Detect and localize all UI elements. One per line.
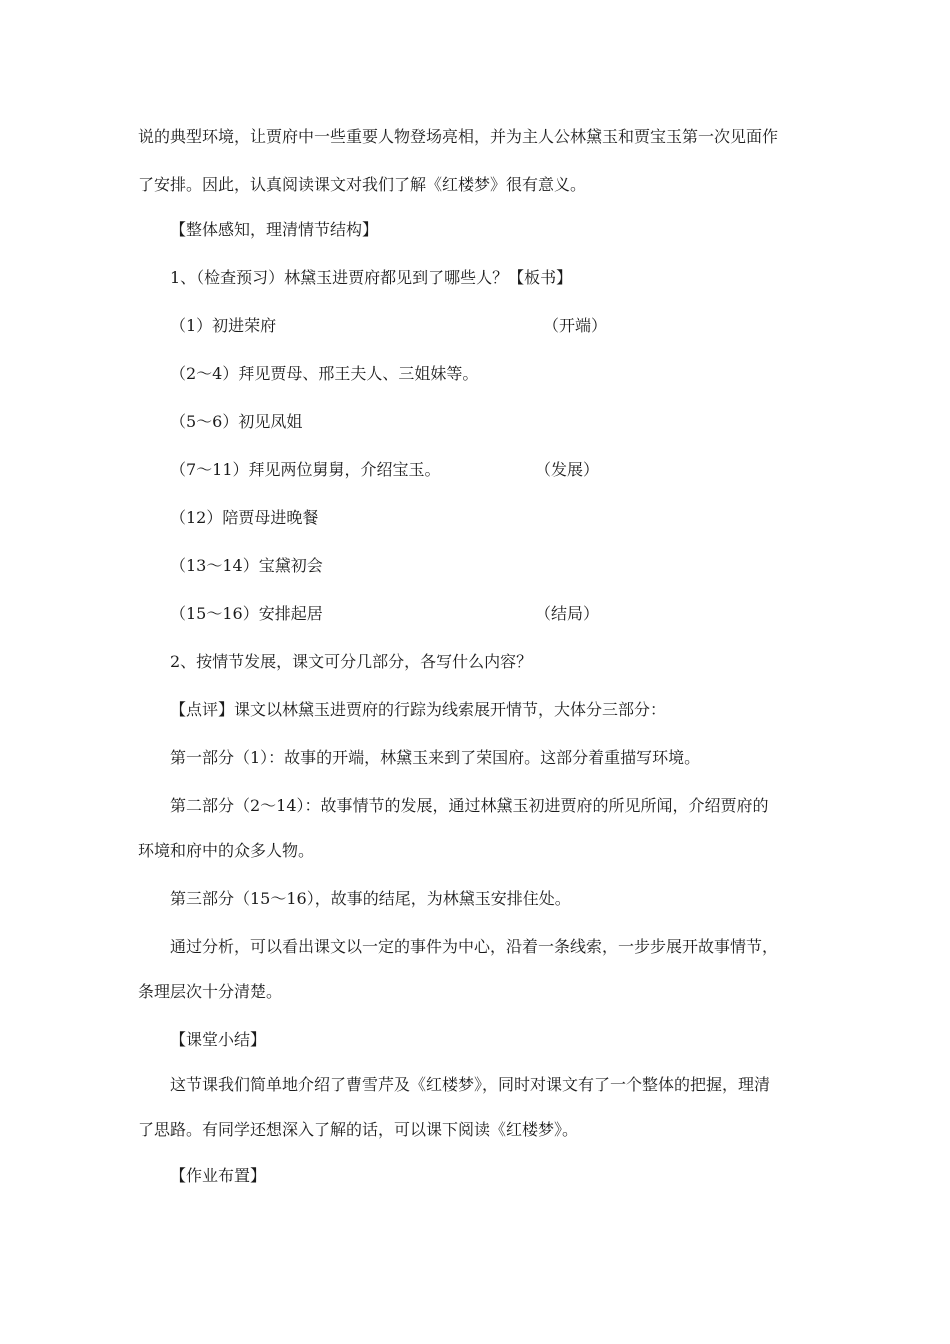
outline-stage-label: （结局） xyxy=(535,604,600,623)
outline-item: （5～6）初见凤姐 xyxy=(170,412,303,431)
paragraph-line: 第三部分（15～16），故事的结尾，为林黛玉安排住处。 xyxy=(170,889,571,908)
outline-item: （1）初进荣府 xyxy=(170,316,277,335)
section-heading: 【作业布置】 xyxy=(170,1166,267,1185)
paragraph-line: 第二部分（2～14）：故事情节的发展，通过林黛玉初进贾府的所见所闻，介绍贾府的 xyxy=(170,796,769,815)
outline-item: （13～14）宝黛初会 xyxy=(170,556,323,575)
question-line: 2、按情节发展，课文可分几部分，各写什么内容？ xyxy=(170,652,533,671)
paragraph-line: 环境和府中的众多人物。 xyxy=(138,841,315,860)
outline-item: （2～4）拜见贾母、邢王夫人、三姐妹等。 xyxy=(170,364,479,383)
outline-item: （12）陪贾母进晚餐 xyxy=(170,508,319,527)
paragraph-line: 这节课我们简单地介绍了曹雪芹及《红楼梦》，同时对课文有了一个整体的把握，理清 xyxy=(170,1075,771,1094)
outline-stage-label: （发展） xyxy=(535,460,600,479)
paragraph-line: 第一部分（1）：故事的开端，林黛玉来到了荣国府。这部分着重描写环境。 xyxy=(170,748,701,767)
comment-line: 【点评】课文以林黛玉进贾府的行踪为线索展开情节，大体分三部分： xyxy=(170,700,667,719)
section-heading: 【整体感知，理清情节结构】 xyxy=(170,220,379,239)
question-line: 1、（检查预习）林黛玉进贾府都见到了哪些人？【板书】 xyxy=(170,268,573,287)
paragraph-line: 条理层次十分清楚。 xyxy=(138,982,283,1001)
paragraph-line: 说的典型环境，让贾府中一些重要人物登场亮相，并为主人公林黛玉和贾宝玉第一次见面作 xyxy=(138,127,779,146)
paragraph-line: 通过分析，可以看出课文以一定的事件为中心，沿着一条线索，一步步展开故事情节， xyxy=(170,937,779,956)
paragraph-line: 了思路。有同学还想深入了解的话，可以课下阅读《红楼梦》。 xyxy=(138,1120,579,1139)
paragraph-line: 了安排。因此，认真阅读课文对我们了解《红楼梦》很有意义。 xyxy=(138,175,587,194)
outline-stage-label: （开端） xyxy=(543,316,608,335)
outline-item: （7～11）拜见两位舅舅，介绍宝玉。 xyxy=(170,460,441,479)
section-heading: 【课堂小结】 xyxy=(170,1030,267,1049)
outline-item: （15～16）安排起居 xyxy=(170,604,323,623)
